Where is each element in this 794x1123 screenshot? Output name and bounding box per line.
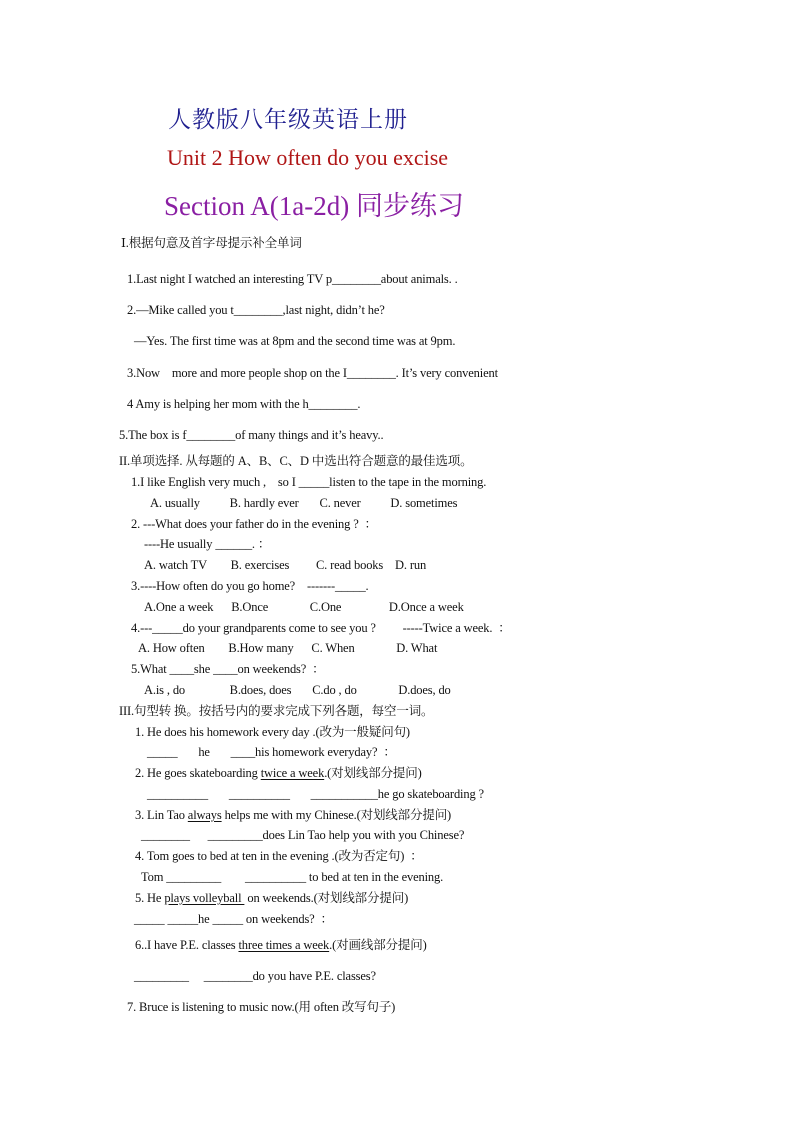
part1-line: 1.Last night I watched an interesting TV p________about animals. . bbox=[127, 272, 458, 286]
question-text: 3. Lin Tao bbox=[135, 808, 188, 822]
underlined-phrase: always bbox=[187, 808, 222, 822]
part3-question bbox=[135, 765, 422, 781]
part2-line: 3.----How often do you go home? -------_____. bbox=[131, 579, 369, 593]
part3-question bbox=[135, 890, 408, 906]
part3-question bbox=[135, 807, 451, 823]
question-instruction: .(对划线部分提问) bbox=[324, 766, 422, 780]
part1-line: 3.Now more and more people shop on the I________. It’s very convenient bbox=[127, 366, 498, 380]
question-instruction: helps me with my Chinese.(对划线部分提问) bbox=[221, 808, 452, 822]
question-instruction: on weekends.(对划线部分提问) bbox=[244, 891, 409, 905]
underlined-phrase: plays volleyball bbox=[164, 891, 245, 905]
part3-answer-line: ________ _________does Lin Tao help you with you Chinese? bbox=[141, 828, 465, 842]
part1-heading: Ⅰ.根据句意及首字母提示补全单词 bbox=[121, 236, 302, 250]
part3-question: 7. Bruce is listening to music now.(用 often 改写句子) bbox=[127, 1000, 396, 1014]
part1-line: —Yes. The first time was at 8pm and the second time was at 9pm. bbox=[134, 334, 456, 348]
part3-answer-line: _____ _____he _____ on weekends? ： bbox=[134, 912, 333, 926]
part2-line: A. How often B.How many C. When D. What bbox=[138, 641, 438, 655]
part2-line: 1.I like English very much , so I _____listen to the tape in the morning. bbox=[131, 475, 487, 489]
underlined-phrase: twice a week bbox=[260, 766, 325, 780]
part2-line: 5.What ____she ____on weekends? ： bbox=[131, 662, 325, 676]
question-instruction: .(对画线部分提问) bbox=[329, 938, 427, 952]
part3-answer-line: __________ __________ ___________he go skateboarding ? bbox=[147, 787, 484, 801]
part3-answer-line: Tom _________ __________ to bed at ten in the evening. bbox=[141, 870, 444, 884]
part2-line: A. usually B. hardly ever C. never D. sometimes bbox=[150, 496, 458, 510]
question-text: 5. He bbox=[135, 891, 165, 905]
part3-question: 1. He does his homework every day .(改为一般疑问句) bbox=[135, 725, 410, 739]
part2-line: A. watch TV B. exercises C. read books D. run bbox=[144, 558, 427, 572]
part2-line: 4.---_____do your grandparents come to see you ? -----Twice a week. ： bbox=[131, 621, 511, 635]
part2-line: ----He usually ______. ： bbox=[144, 537, 271, 551]
worksheet-title: 人教版八年级英语上册 bbox=[168, 107, 408, 132]
part3-answer-line: _________ ________do you have P.E. classes? bbox=[134, 969, 376, 983]
section-title: Section A(1a-2d) 同步练习 bbox=[164, 191, 464, 221]
underlined-phrase: three times a week bbox=[238, 938, 330, 952]
part3-heading: III.句型转 换。按括号内的要求完成下列各题，每空一词。 bbox=[119, 704, 434, 718]
part2-heading: II.单项选择. 从每题的 A、B、C、D 中选出符合题意的最佳选项。 bbox=[119, 454, 473, 468]
part3-question bbox=[135, 937, 427, 953]
question-text: 6..I have P.E. classes bbox=[135, 938, 239, 952]
part2-line: 2. ---What does your father do in the evening ? ： bbox=[131, 517, 377, 531]
part2-line: A.is , do B.does, does C.do , do D.does, do bbox=[144, 683, 451, 697]
question-text: 2. He goes skateboarding bbox=[135, 766, 261, 780]
part2-line: A.One a week B.Once C.One D.Once a week bbox=[144, 600, 464, 614]
part1-line: 5.The box is f________of many things and it’s heavy.. bbox=[119, 428, 384, 442]
unit-title: Unit 2 How often do you excise bbox=[167, 145, 449, 170]
part3-question: 4. Tom goes to bed at ten in the evening .(改为否定句) ： bbox=[135, 849, 423, 863]
part3-answer-line: _____ he ____his homework everyday? ： bbox=[147, 745, 396, 759]
part1-line: 4 Amy is helping her mom with the h________. bbox=[127, 397, 361, 411]
part1-line: 2.—Mike called you t________,last night, didn’t he? bbox=[127, 303, 385, 317]
